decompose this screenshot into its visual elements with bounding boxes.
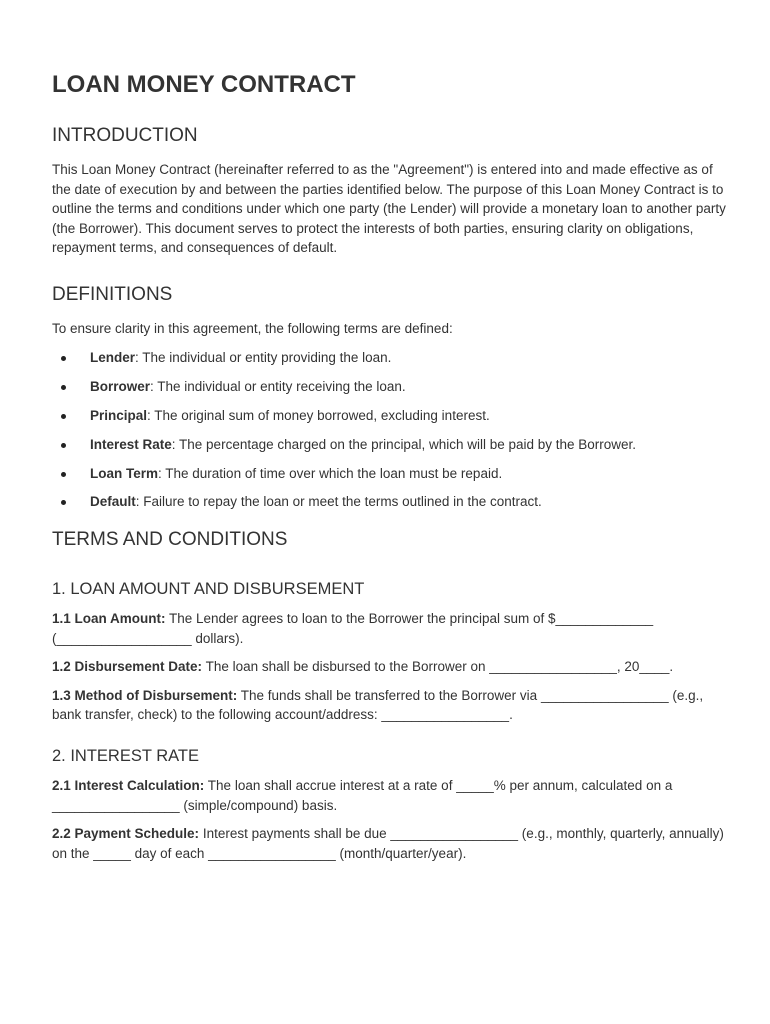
clause-text: The Lender agrees to loan to the Borrower the principal sum of $_____________ (__________________ dollars). — [52, 611, 654, 646]
clause-text: Interest payments shall be due _________________ (e.g., monthly, quarterly, annually) on the _____ day of each _________________ (month/quarter/year). — [52, 826, 724, 861]
definition-text: : The percentage charged on the principal, which will be paid by the Borrower. — [171, 436, 637, 452]
section-heading-interest-rate: 2. INTEREST RATE — [52, 747, 200, 766]
definition-item — [52, 492, 732, 512]
introduction-heading: INTRODUCTION — [52, 125, 198, 146]
definition-term: Lender — [90, 349, 136, 365]
clause-label: 1.3 Method of Disbursement: — [52, 687, 238, 703]
bullet-icon — [61, 443, 66, 448]
definition-text: : The individual or entity providing the loan. — [135, 349, 392, 365]
clause-2-2 — [52, 824, 732, 863]
section-heading-loan-amount: 1. LOAN AMOUNT AND DISBURSEMENT — [52, 580, 365, 599]
clause-label: 1.1 Loan Amount: — [52, 611, 166, 627]
definitions-heading: DEFINITIONS — [52, 283, 173, 305]
definition-item — [52, 435, 732, 455]
definition-text: : The duration of time over which the loan must be repaid. — [158, 465, 503, 481]
definition-term: Principal — [90, 407, 148, 423]
document-title: LOAN MONEY CONTRACT — [52, 71, 356, 98]
definition-text: : The individual or entity receiving the loan. — [150, 378, 406, 394]
introduction-paragraph: This Loan Money Contract (hereinafter referred to as the "Agreement") is entered into and made effective as of the date of execution by and between the parties identified below. The purpose of this Loan Money Contract is to outline the terms and conditions under which one party (the Lender) will provide a monetary loan to another party (the Borrower). This document serves to protect the interests of both parties, ensuring clarity on obligations, repayment terms, and consequences of default. — [52, 162, 726, 256]
clause-label: 2.1 Interest Calculation: — [52, 778, 205, 794]
definition-item — [52, 377, 732, 397]
clause-text: The loan shall be disbursed to the Borrower on _________________, 20____. — [202, 659, 674, 675]
definition-term: Loan Term — [90, 465, 159, 481]
document-page — [52, 70, 732, 863]
clause-text: The funds shall be transferred to the Borrower via _________________ (e.g., bank transfer, check) to the following account/address: _________________. — [52, 687, 704, 723]
clause-1-3 — [52, 686, 732, 725]
bullet-icon — [61, 356, 66, 361]
definition-text: : Failure to repay the loan or meet the terms outlined in the contract. — [135, 494, 542, 510]
definition-term: Interest Rate — [90, 436, 172, 452]
bullet-icon — [61, 385, 66, 390]
bullet-icon — [61, 472, 66, 477]
definitions-list — [52, 348, 732, 513]
clause-label: 2.2 Payment Schedule: — [52, 826, 200, 842]
definitions-intro: To ensure clarity in this agreement, the following terms are defined: — [52, 320, 453, 336]
clause-text: The loan shall accrue interest at a rate of _____% per annum, calculated on a _________________ (simple/compound) basis. — [52, 778, 673, 813]
definition-item — [52, 464, 732, 484]
bullet-icon — [61, 414, 66, 419]
clause-1-2 — [52, 657, 732, 677]
clause-2-1 — [52, 776, 732, 815]
clause-1-1 — [52, 609, 732, 648]
definition-term: Borrower — [90, 378, 151, 394]
bullet-icon — [61, 500, 66, 505]
definition-item — [52, 348, 732, 368]
clause-label: 1.2 Disbursement Date: — [52, 659, 203, 675]
definition-text: : The original sum of money borrowed, excluding interest. — [147, 407, 490, 423]
terms-heading: TERMS AND CONDITIONS — [52, 529, 288, 551]
definition-item — [52, 406, 732, 426]
definition-term: Default — [90, 494, 136, 510]
